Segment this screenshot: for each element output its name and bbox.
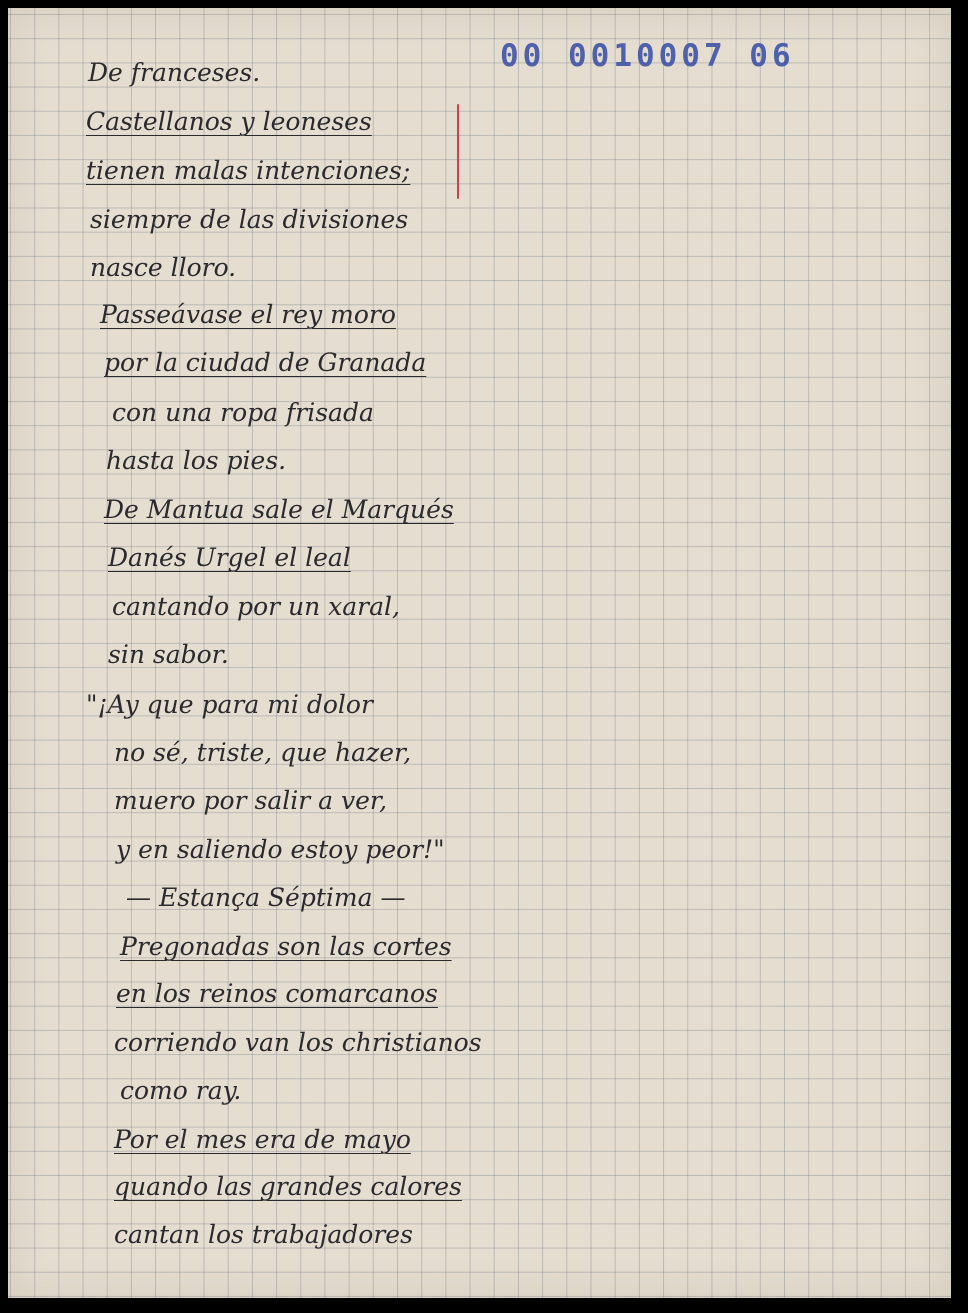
manuscript-line: Por el mes era de mayo — [114, 1125, 411, 1154]
manuscript-line: De Mantua sale el Marqués — [104, 495, 454, 524]
manuscript-line: De franceses. — [88, 58, 261, 87]
red-margin-mark — [457, 104, 459, 199]
manuscript-line: en los reinos comarcanos — [116, 979, 438, 1008]
archive-stamp-number: 00 0010007 06 — [500, 38, 795, 74]
manuscript-line: quando las grandes calores — [114, 1172, 462, 1201]
manuscript-line: Passeávase el rey moro — [100, 300, 396, 329]
manuscript-line: cantando por un xaral, — [112, 592, 400, 621]
manuscript-line: cantan los trabajadores — [114, 1220, 413, 1249]
manuscript-line: corriendo van los christianos — [114, 1028, 482, 1057]
manuscript-section-heading: — Estança Séptima — — [126, 883, 406, 912]
manuscript-line: nasce lloro. — [90, 253, 237, 282]
manuscript-line: "¡Ay que para mi dolor — [86, 690, 373, 719]
manuscript-line: hasta los pies. — [106, 446, 287, 475]
manuscript-line: muero por salir a ver, — [114, 786, 388, 815]
manuscript-line: y en saliendo estoy peor!" — [116, 835, 445, 864]
manuscript-line: como ray. — [120, 1076, 242, 1105]
manuscript-line: Castellanos y leoneses — [86, 107, 372, 136]
manuscript-line: sin sabor. — [108, 640, 229, 669]
manuscript-line: no sé, triste, que hazer, — [114, 738, 412, 767]
manuscript-line: Pregonadas son las cortes — [120, 932, 452, 961]
manuscript-line: por la ciudad de Granada — [104, 348, 427, 377]
manuscript-line: Danés Urgel el leal — [108, 543, 351, 572]
manuscript-line: tienen malas intenciones; — [86, 156, 411, 185]
manuscript-page — [8, 8, 951, 1298]
manuscript-line: siempre de las divisiones — [90, 205, 409, 234]
manuscript-line: con una ropa frisada — [112, 398, 374, 427]
